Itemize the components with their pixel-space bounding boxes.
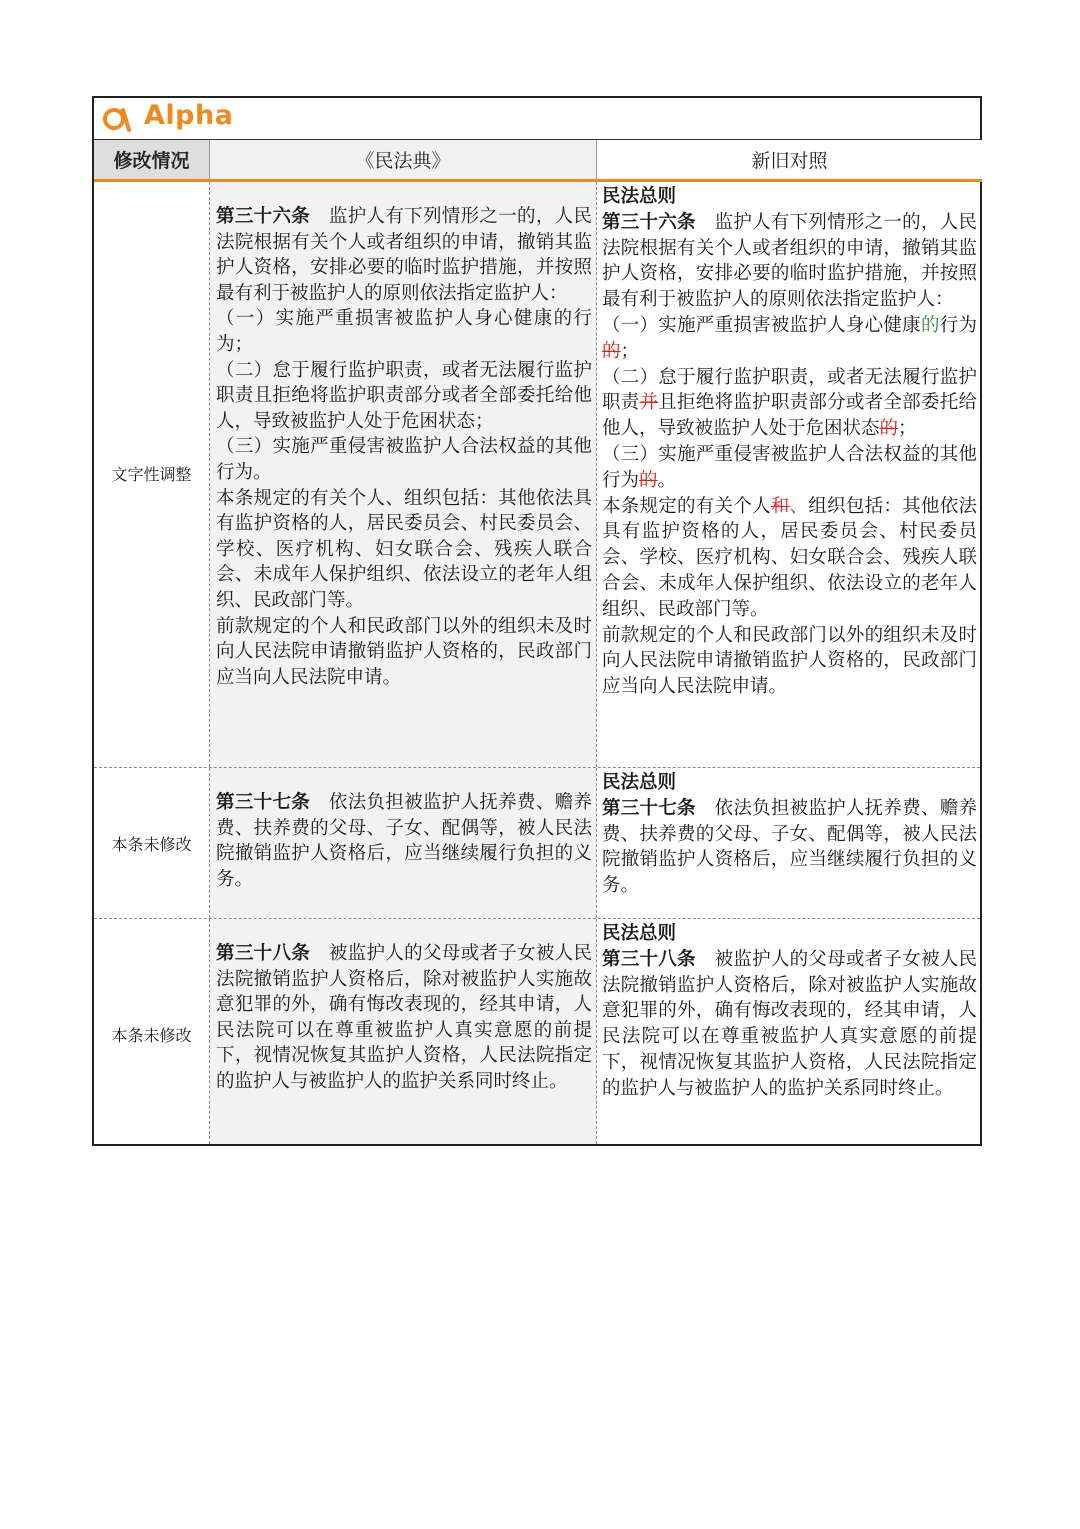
deleted-text: 的 [639, 469, 658, 491]
comparison-cell [597, 768, 980, 918]
article-item: （三）实施严重侵害被监护人合法权益的其他行为的。 [602, 443, 977, 491]
status-label: 本条未修改 [111, 1026, 192, 1045]
source-law-title: 民法总则 [602, 923, 677, 944]
brand-name: Alpha [144, 100, 234, 131]
table-row [94, 182, 980, 767]
civil-code-cell [210, 768, 597, 918]
deleted-text: 和 [770, 495, 790, 517]
article-number: 第三十七条 [216, 792, 311, 813]
article-number: 第三十六条 [216, 206, 311, 227]
status-cell [94, 919, 210, 1144]
article-intro: 监护人有下列情形之一的，人民法院根据有关个人或者组织的申请，撤销其监护人资格，安排必要的临时监护措施，并按照最有利于被监护人的原则依法指定监护人： [602, 211, 977, 311]
status-label: 文字性调整 [111, 465, 192, 484]
brand-bar [94, 98, 980, 140]
article-paragraph: 本条规定的有关个人、组织包括：其他依法具有监护资格的人，居民委员会、村民委员会、学校、医疗机构、妇女联合会、残疾人联合会、未成年人保护组织、依法设立的老年人组织、民政部门等。 [216, 487, 592, 611]
article-body: 依法负担被监护人抚养费、赡养费、扶养费的父母、子女、配偶等，被人民法院撤销监护人资格后，应当继续履行负担的义务。 [216, 792, 592, 890]
article-item: （三）实施严重侵害被监护人合法权益的其他行为。 [216, 436, 592, 483]
article-body: 被监护人的父母或者子女被人民法院撤销监护人资格后，除对被监护人实施故意犯罪的外，确有悔改表现的，经其申请，人民法院可以在尊重被监护人真实意愿的前提下，视情况恢复其监护人资格，人民法院指定的监护人与被监护人的监护关系同时终止。 [216, 943, 592, 1092]
alpha-logo-icon [102, 105, 132, 133]
article-paragraph: 前款规定的个人和民政部门以外的组织未及时向人民法院申请撤销监护人资格的，民政部门应当向人民法院申请。 [602, 624, 977, 698]
civil-code-cell [210, 919, 597, 1144]
civil-code-cell [210, 182, 597, 767]
status-cell [94, 768, 210, 918]
comparison-cell [597, 182, 980, 767]
deleted-text: 并 [639, 392, 659, 414]
header-comparison: 新旧对照 [597, 140, 982, 182]
table-row [94, 919, 980, 1144]
source-law-title: 民法总则 [602, 772, 677, 793]
article-body: 被监护人的父母或者子女被人民法院撤销监护人资格后，除对被监护人实施故意犯罪的外，确有悔改表现的，经其申请，人民法院可以在尊重被监护人真实意愿的前提下，视情况恢复其监护人资格，人民法院指定的监护人与被监护人的监护关系同时终止。 [602, 948, 977, 1099]
article-number: 第三十八条 [602, 948, 696, 970]
article-number: 第三十七条 [602, 797, 696, 819]
article-intro: 监护人有下列情形之一的，人民法院根据有关个人或者组织的申请，撤销其监护人资格，安排必要的临时监护措施，并按照最有利于被监护人的原则依法指定监护人： [216, 206, 592, 304]
comparison-text [602, 184, 977, 700]
article-body: 依法负担被监护人抚养费、赡养费、扶养费的父母、子女、配偶等，被人民法院撤销监护人资格后，应当继续履行负担的义务。 [602, 797, 977, 897]
table-row [94, 768, 980, 918]
deleted-text: 的 [879, 418, 899, 440]
article-number: 第三十八条 [216, 943, 311, 964]
status-cell [94, 182, 210, 767]
comparison-text [602, 921, 977, 1102]
status-label: 本条未修改 [111, 835, 192, 854]
comparison-table [92, 96, 982, 1146]
article-item: （一）实施严重损害被监护人身心健康的行为的； [602, 314, 977, 362]
article-paragraph: 前款规定的个人和民政部门以外的组织未及时向人民法院申请撤销监护人资格的，民政部门应当向人民法院申请。 [216, 615, 592, 688]
source-law-title: 民法总则 [602, 186, 677, 207]
header-status: 修改情况 [94, 140, 210, 182]
inserted-text: 的 [920, 314, 940, 336]
article-item: （二）怠于履行监护职责，或者无法履行监护职责且拒绝将监护职责部分或者全部委托给他人，导致被监护人处于危困状态； [216, 359, 592, 432]
inserted-text: 、 [789, 495, 809, 517]
article-item: （二）怠于履行监护职责，或者无法履行监护职责并且拒绝将监护职责部分或者全部委托给他人，导致被监护人处于危困状态的； [602, 366, 977, 440]
article-paragraph: 本条规定的有关个人和、组织包括：其他依法具有监护资格的人，居民委员会、村民委员会、学校、医疗机构、妇女联合会、残疾人联合会、未成年人保护组织、依法设立的老年人组织、民政部门等。 [602, 495, 977, 620]
article-item: （一）实施严重损害被监护人身心健康的行为； [216, 308, 592, 355]
deleted-text: 的 [602, 340, 621, 362]
article-text [216, 941, 592, 1095]
article-text [216, 790, 592, 892]
article-text [216, 204, 592, 690]
comparison-cell [597, 919, 980, 1144]
article-number: 第三十六条 [602, 211, 696, 233]
header-civil-code: 《民法典》 [210, 140, 597, 182]
comparison-text [602, 770, 977, 899]
